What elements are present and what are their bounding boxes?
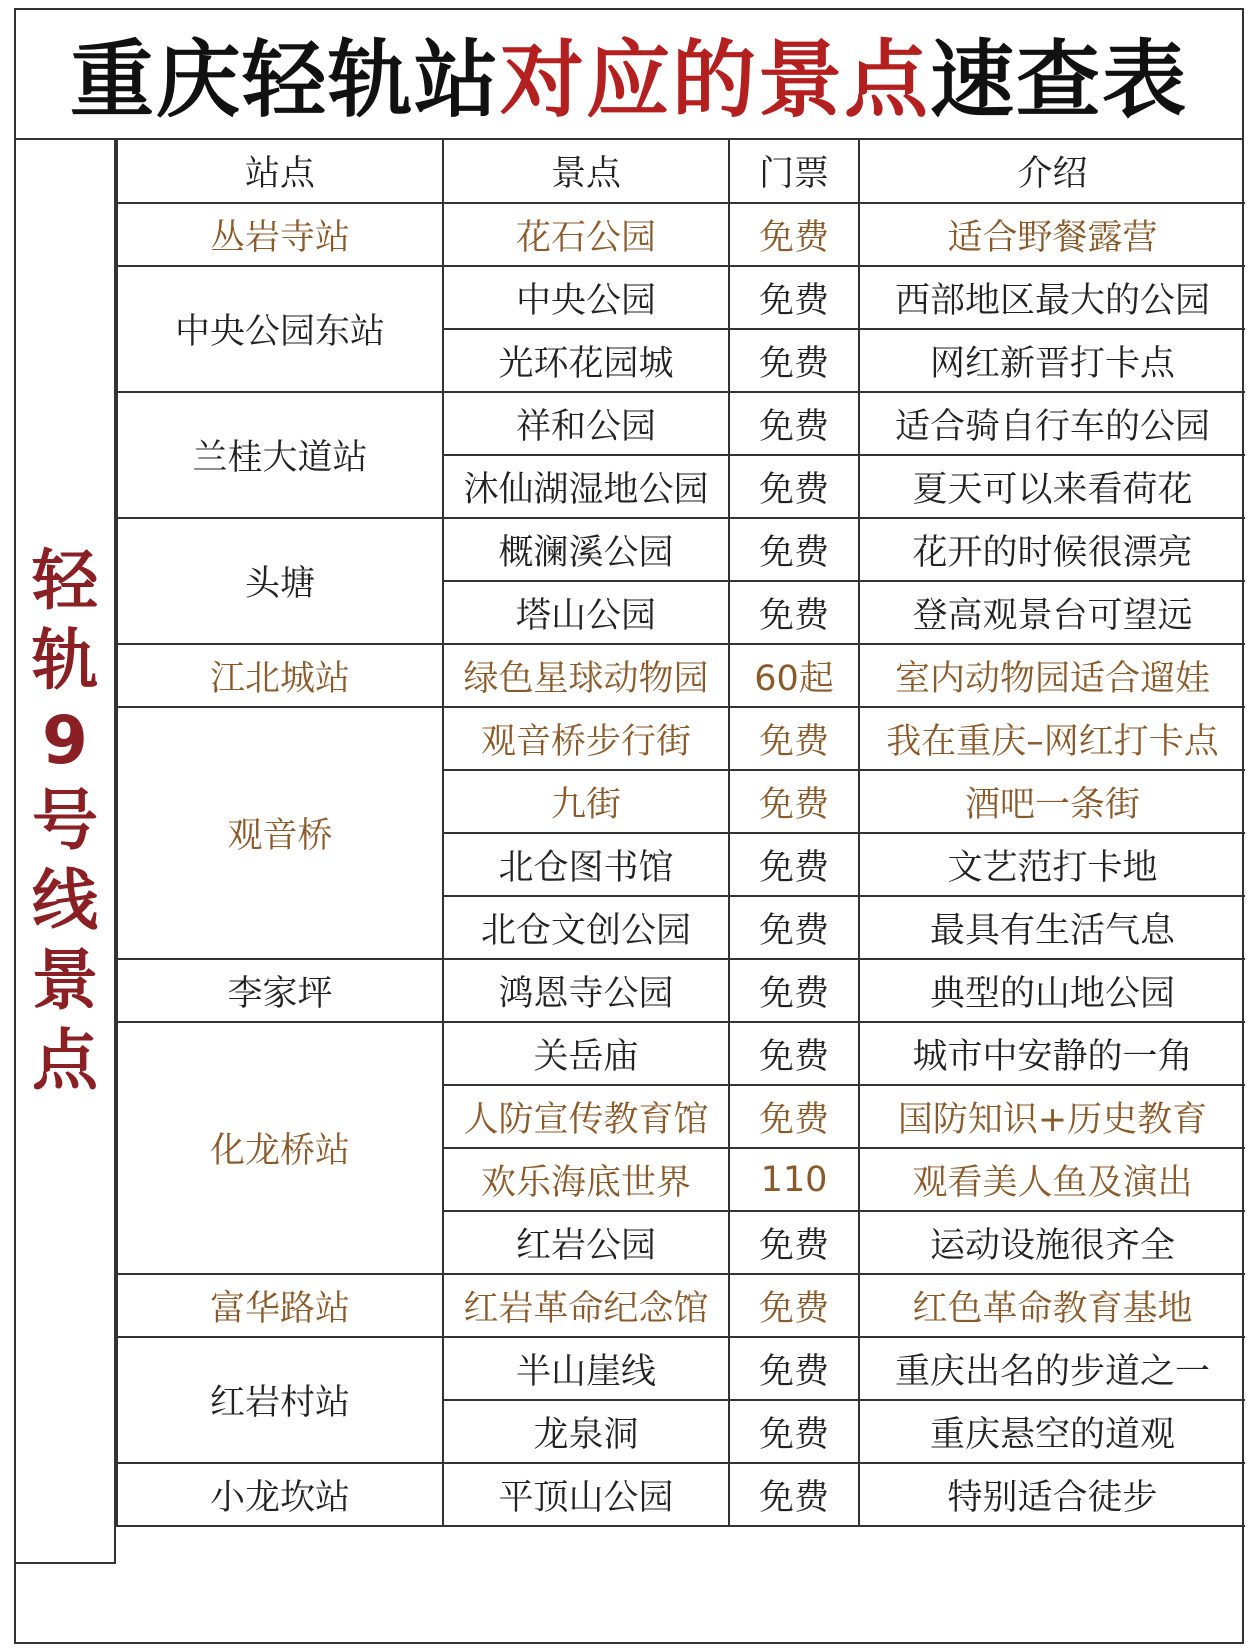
spot-cell: 半山崖线 (443, 1337, 729, 1400)
ticket-cell: 免费 (729, 1022, 859, 1085)
intro-cell: 室内动物园适合遛娃 (859, 644, 1245, 707)
ticket-cell: 免费 (729, 392, 859, 455)
spot-cell: 塔山公园 (443, 581, 729, 644)
intro-cell: 网红新晋打卡点 (859, 329, 1245, 392)
ticket-cell: 免费 (729, 329, 859, 392)
intro-cell: 典型的山地公园 (859, 959, 1245, 1022)
table-row (117, 1022, 1245, 1085)
header-station: 站点 (117, 140, 443, 203)
spot-cell: 人防宣传教育馆 (443, 1085, 729, 1148)
intro-cell: 适合野餐露营 (859, 203, 1245, 266)
spot-cell: 关岳庙 (443, 1022, 729, 1085)
spot-cell: 平顶山公园 (443, 1463, 729, 1526)
title-part-1: 重庆轻轨站 (69, 30, 500, 129)
ticket-cell: 免费 (729, 896, 859, 959)
table-row (117, 203, 1245, 266)
spot-cell: 北仓图书馆 (443, 833, 729, 896)
station-cell: 化龙桥站 (117, 1022, 443, 1274)
station-cell: 李家坪 (117, 959, 443, 1022)
spot-cell: 沐仙湖湿地公园 (443, 455, 729, 518)
spot-cell: 红岩公园 (443, 1211, 729, 1274)
intro-cell: 特别适合徒步 (859, 1463, 1245, 1526)
station-cell: 头塘 (117, 518, 443, 644)
ticket-cell: 免费 (729, 1274, 859, 1337)
ticket-cell: 免费 (729, 707, 859, 770)
spot-cell: 鸿恩寺公园 (443, 959, 729, 1022)
table-row (117, 707, 1245, 770)
table-row (117, 266, 1245, 329)
spot-cell: 观音桥步行街 (443, 707, 729, 770)
intro-cell: 酒吧一条街 (859, 770, 1245, 833)
ticket-cell: 110 (729, 1148, 859, 1211)
ticket-cell: 免费 (729, 1337, 859, 1400)
table-row (117, 1274, 1245, 1337)
header-intro: 介绍 (859, 140, 1245, 203)
intro-cell: 运动设施很齐全 (859, 1211, 1245, 1274)
station-cell: 红岩村站 (117, 1337, 443, 1463)
intro-cell: 夏天可以来看荷花 (859, 455, 1245, 518)
ticket-cell: 免费 (729, 203, 859, 266)
table-row (117, 644, 1245, 707)
header-ticket: 门票 (729, 140, 859, 203)
intro-cell: 登高观景台可望远 (859, 581, 1245, 644)
intro-cell: 城市中安静的一角 (859, 1022, 1245, 1085)
ticket-cell: 免费 (729, 1463, 859, 1526)
table-row (117, 1337, 1245, 1400)
ticket-cell: 免费 (729, 959, 859, 1022)
intro-cell: 观看美人鱼及演出 (859, 1148, 1245, 1211)
station-cell: 富华路站 (117, 1274, 443, 1337)
header-spot: 景点 (443, 140, 729, 203)
spot-cell: 九街 (443, 770, 729, 833)
intro-cell: 国防知识+历史教育 (859, 1085, 1245, 1148)
spot-cell: 北仓文创公园 (443, 896, 729, 959)
intro-cell: 西部地区最大的公园 (859, 266, 1245, 329)
spot-cell: 绿色星球动物园 (443, 644, 729, 707)
station-cell: 小龙坎站 (117, 1463, 443, 1526)
table-row (117, 959, 1245, 1022)
page-title (14, 8, 1244, 140)
table-row (117, 518, 1245, 581)
title-part-3: 速查表 (930, 30, 1189, 129)
title-part-2: 对应的景点 (499, 30, 930, 129)
intro-cell: 红色革命教育基地 (859, 1274, 1245, 1337)
ticket-cell: 免费 (729, 581, 859, 644)
header-row (117, 140, 1245, 203)
station-cell: 中央公园东站 (117, 266, 443, 392)
ticket-cell: 免费 (729, 266, 859, 329)
table-row (117, 392, 1245, 455)
station-cell: 丛岩寺站 (117, 203, 443, 266)
line-label-column (16, 140, 116, 1564)
ticket-cell: 免费 (729, 518, 859, 581)
spot-cell: 概澜溪公园 (443, 518, 729, 581)
ticket-cell: 免费 (729, 833, 859, 896)
spot-cell: 光环花园城 (443, 329, 729, 392)
station-cell: 兰桂大道站 (117, 392, 443, 518)
ticket-cell: 免费 (729, 455, 859, 518)
spot-cell: 花石公园 (443, 203, 729, 266)
intro-cell: 花开的时候很漂亮 (859, 518, 1245, 581)
intro-cell: 最具有生活气息 (859, 896, 1245, 959)
ticket-cell: 免费 (729, 1400, 859, 1463)
station-cell: 江北城站 (117, 644, 443, 707)
intro-cell: 适合骑自行车的公园 (859, 392, 1245, 455)
intro-cell: 文艺范打卡地 (859, 833, 1245, 896)
ticket-cell: 免费 (729, 1085, 859, 1148)
line-label: 轻轨9号线景点 (32, 542, 98, 1099)
spot-cell: 龙泉洞 (443, 1400, 729, 1463)
spot-cell: 欢乐海底世界 (443, 1148, 729, 1211)
ticket-cell: 60起 (729, 644, 859, 707)
intro-cell: 重庆悬空的道观 (859, 1400, 1245, 1463)
ticket-cell: 免费 (729, 1211, 859, 1274)
table-row (117, 1463, 1245, 1526)
station-cell: 观音桥 (117, 707, 443, 959)
spot-cell: 中央公园 (443, 266, 729, 329)
spot-cell: 祥和公园 (443, 392, 729, 455)
intro-cell: 重庆出名的步道之一 (859, 1337, 1245, 1400)
intro-cell: 我在重庆–网红打卡点 (859, 707, 1245, 770)
spot-cell: 红岩革命纪念馆 (443, 1274, 729, 1337)
attractions-table (116, 140, 1245, 1527)
ticket-cell: 免费 (729, 770, 859, 833)
